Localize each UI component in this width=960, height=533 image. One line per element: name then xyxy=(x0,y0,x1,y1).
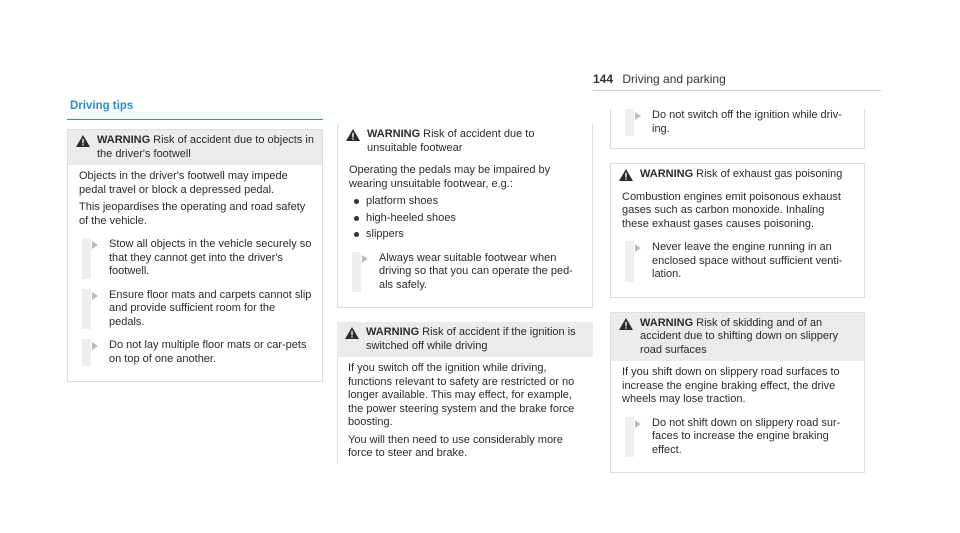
warning-header xyxy=(611,313,864,362)
bullet-text: high-heeled shoes xyxy=(366,211,456,224)
column-1 xyxy=(67,100,323,382)
action-text: Do not shift down on slippery road sur-faces to increase the engine braking effect. xyxy=(652,416,841,456)
action-step xyxy=(79,339,312,366)
bullet-dot-icon xyxy=(354,199,359,204)
action-text: Stow all objects in the vehicle securely so that they cannot get into the driver's footwell. xyxy=(109,238,312,277)
warning-paragraph: Objects in the driver's footwell may impede pedal travel or block a depressed pedal. xyxy=(79,170,288,196)
warning-triangle-icon xyxy=(345,327,359,339)
warning-body xyxy=(611,186,864,297)
action-bar xyxy=(82,238,91,279)
warning-body xyxy=(611,361,864,472)
action-arrow-icon xyxy=(92,292,98,300)
action-bar xyxy=(82,289,91,330)
warning-keyword: WARNING xyxy=(367,128,421,140)
page-number: 144 xyxy=(593,72,614,86)
action-step xyxy=(349,252,582,293)
warning-keyword: WARNING xyxy=(640,168,694,180)
warning-triangle-icon xyxy=(76,135,90,147)
warning-title: Risk of exhaust gas poisoning xyxy=(696,168,843,180)
column-3 xyxy=(610,100,865,473)
warning-title: Risk of accident due to unsuitable footwear xyxy=(367,128,535,154)
column-2 xyxy=(337,124,593,474)
warning-header xyxy=(338,124,592,159)
bullet-item xyxy=(349,212,582,226)
action-text: Never leave the engine running in an enclosed space without sufficient venti-lation. xyxy=(652,241,843,280)
warning-paragraph: This jeopardises the operating and road safety of the vehicle. xyxy=(79,201,306,227)
action-bar xyxy=(352,252,361,293)
action-bar xyxy=(625,109,634,136)
warning-paragraph: If you switch off the ignition while driving, functions relevant to safety are restricted or no longer available. This may effect, for example, the power steering system and the brake force boosting. xyxy=(348,362,575,428)
action-arrow-icon xyxy=(92,241,98,249)
warning-title: Risk of accident due to objects in the driver's footwell xyxy=(97,134,314,160)
warning-keyword: WARNING xyxy=(366,326,420,338)
warning-box-footwell-objects xyxy=(67,129,323,382)
continued-box xyxy=(610,109,865,149)
warning-keyword: WARNING xyxy=(97,134,151,146)
section-title-rule xyxy=(67,119,323,120)
bullet-dot-icon xyxy=(354,216,359,221)
action-text: Do not lay multiple floor mats or car-pets on top of one another. xyxy=(109,339,307,365)
warning-body xyxy=(337,357,593,474)
bullet-dot-icon xyxy=(354,232,359,237)
bullet-item xyxy=(349,228,582,242)
warning-header xyxy=(68,130,322,165)
warning-paragraph: Operating the pedals may be impaired by wearing unsuitable footwear, e.g.: xyxy=(349,164,551,190)
action-step xyxy=(622,109,854,136)
action-bar xyxy=(82,339,91,366)
warning-box-footwear xyxy=(337,124,593,308)
header-rule xyxy=(593,90,881,91)
action-arrow-icon xyxy=(362,255,368,263)
warning-paragraph: You will then need to use considerably more force to steer and brake. xyxy=(348,433,563,459)
bullet-list xyxy=(349,195,582,242)
action-text: Do not switch off the ignition while driv-ing. xyxy=(652,109,842,135)
warning-body xyxy=(68,165,322,381)
warning-paragraph: Combustion engines emit poisonous exhaust gases such as carbon monoxide. Inhaling these exhaust gases causes poisoning. xyxy=(622,190,841,230)
page-header xyxy=(593,72,726,86)
warning-triangle-icon xyxy=(619,318,633,330)
action-step xyxy=(79,238,312,279)
bullet-text: slippers xyxy=(366,228,404,240)
action-arrow-icon xyxy=(92,342,98,350)
warning-box-ignition-off xyxy=(337,322,593,474)
action-step xyxy=(79,289,312,330)
section-title: Driving tips xyxy=(70,100,134,112)
action-arrow-icon xyxy=(635,112,641,120)
action-bar xyxy=(625,241,634,282)
bullet-item xyxy=(349,195,582,209)
action-arrow-icon xyxy=(635,420,641,428)
chapter-title: Driving and parking xyxy=(622,72,726,86)
action-text: Always wear suitable footwear when driving so that you can operate the ped-als safely. xyxy=(379,251,573,291)
action-step xyxy=(622,417,854,458)
warning-keyword: WARNING xyxy=(640,316,694,329)
action-bar xyxy=(625,417,634,458)
warning-title: Risk of accident if the ignition is switched off while driving xyxy=(366,326,576,352)
action-arrow-icon xyxy=(635,244,641,252)
warning-triangle-icon xyxy=(346,129,360,141)
warning-triangle-icon xyxy=(619,169,633,181)
action-text: Ensure floor mats and carpets cannot slip and provide sufficient room for the pedals. xyxy=(109,288,312,328)
warning-paragraph: If you shift down on slippery road surfaces to increase the engine braking effect, the drive wheels may lose traction. xyxy=(622,366,840,405)
bullet-text: platform shoes xyxy=(366,195,439,207)
warning-box-exhaust xyxy=(610,163,865,298)
warning-title: Risk of skidding and of an accident due to shifting down on slippery road surfaces xyxy=(640,316,839,356)
warning-header xyxy=(611,164,864,186)
warning-header xyxy=(337,322,593,357)
warning-body xyxy=(338,159,592,307)
action-step xyxy=(622,241,854,282)
warning-box-skidding xyxy=(610,312,865,474)
